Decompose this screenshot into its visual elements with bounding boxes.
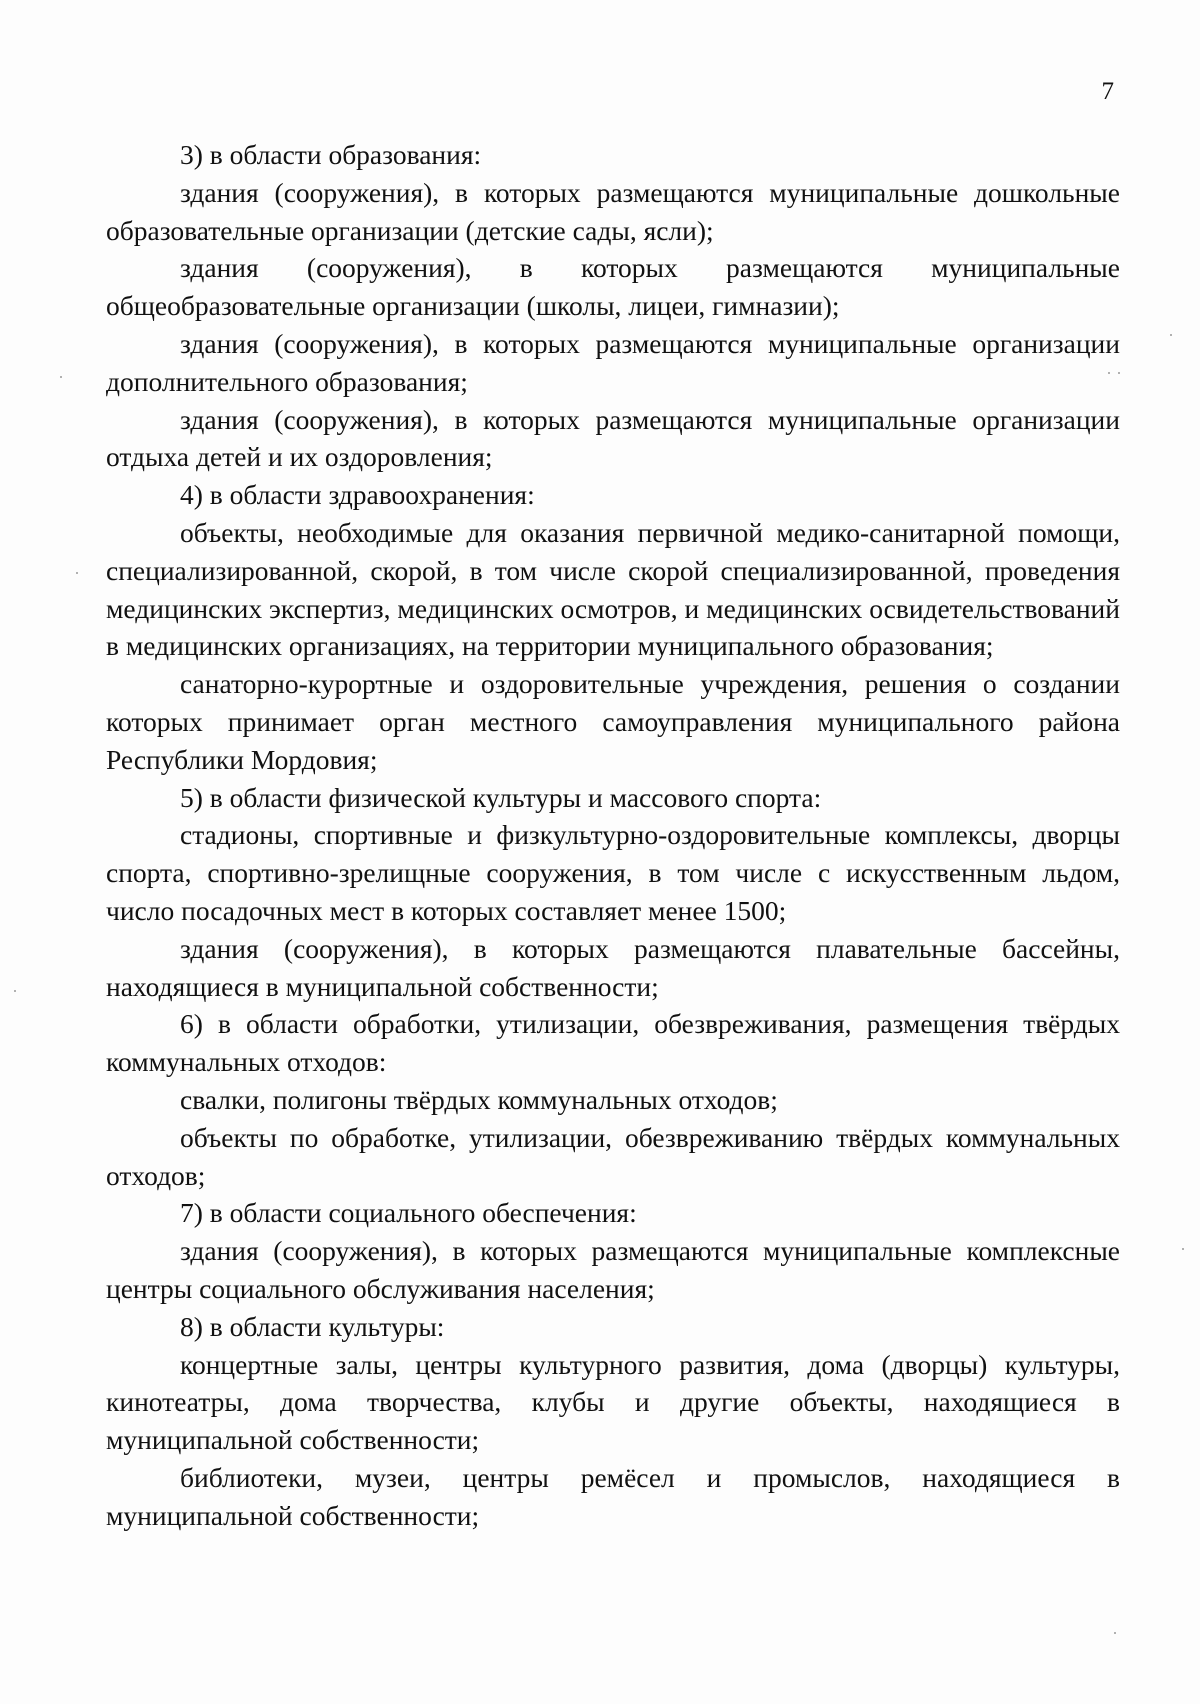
list-item-preschool: здания (сооружения), в которых размещаются муниципальные дошкольные образовательные организации (детские сады, ясли); bbox=[106, 176, 1120, 246]
scan-speck bbox=[60, 376, 62, 378]
section-heading-healthcare: 4) в области здравоохранения: bbox=[180, 479, 535, 511]
list-item-landfills: свалки, полигоны твёрдых коммунальных отходов; bbox=[180, 1083, 778, 1115]
list-item-libraries-museums: библиотеки, музеи, центры ремёсел и промыслов, находящиеся в муниципальной собственности; bbox=[106, 1461, 1120, 1531]
list-item-waste-processing: объекты по обработке, утилизации, обезвреживанию твёрдых коммунальных отходов; bbox=[106, 1121, 1120, 1191]
list-item-additional-education: здания (сооружения), в которых размещаются муниципальные организации дополнительного образования; bbox=[106, 327, 1120, 397]
list-item-sanatoriums: санаторно-курортные и оздоровительные учреждения, решения о создании которых принимает орган местного самоуправления муниципального района Республики Мордовия; bbox=[106, 668, 1120, 775]
list-item-general-education: здания (сооружения), в которых размещаются муниципальные общеобразовательные организации (школы, лицеи, гимназии); bbox=[106, 252, 1120, 322]
list-item-culture-venues: концертные залы, центры культурного развития, дома (дворцы) культуры, кинотеатры, дома творчества, клубы и другие объекты, находящиеся в муниципальной собственности; bbox=[106, 1348, 1120, 1456]
section-heading-education: 3) в области образования: bbox=[180, 139, 482, 170]
section-heading-culture: 8) в области культуры: bbox=[180, 1310, 445, 1342]
page-number: 7 bbox=[1101, 78, 1114, 105]
document-body bbox=[106, 136, 1120, 1534]
scan-speck bbox=[1182, 1248, 1184, 1250]
list-item-children-recreation: здания (сооружения), в которых размещаются муниципальные организации отдыха детей и их оздоровления; bbox=[106, 403, 1120, 473]
list-item-medical-objects: объекты, необходимые для оказания первичной медико-санитарной помощи, специализированной, скорой, в том числе скорой специализированной, проведения медицинских экспертиз, медицинских осмотров, и медицинских освидетельствований в медицинских организациях, на территории муниципального образования; bbox=[106, 516, 1120, 662]
scan-speck bbox=[1170, 334, 1172, 336]
section-heading-sport: 5) в области физической культуры и массового спорта: bbox=[180, 781, 822, 813]
scan-speck bbox=[1108, 372, 1110, 374]
scan-speck bbox=[76, 572, 78, 574]
section-heading-social: 7) в области социального обеспечения: bbox=[180, 1197, 637, 1229]
scan-speck bbox=[1114, 1632, 1116, 1634]
scan-speck bbox=[14, 990, 16, 992]
list-item-pools: здания (сооружения), в которых размещаются плавательные бассейны, находящиеся в муниципальной собственности; bbox=[106, 932, 1120, 1002]
scan-speck bbox=[1118, 372, 1120, 374]
list-item-stadiums: стадионы, спортивные и физкультурно-оздоровительные комплексы, дворцы спорта, спортивно-зрелищные сооружения, в том числе с искусственным льдом, число посадочных мест в которых составляет менее 1500; bbox=[106, 819, 1120, 926]
list-item-social-centers: здания (сооружения), в которых размещаются муниципальные комплексные центры социального обслуживания населения; bbox=[106, 1235, 1120, 1304]
section-heading-waste: 6) в области обработки, утилизации, обезвреживания, размещения твёрдых коммунальных отходов: bbox=[106, 1008, 1120, 1078]
